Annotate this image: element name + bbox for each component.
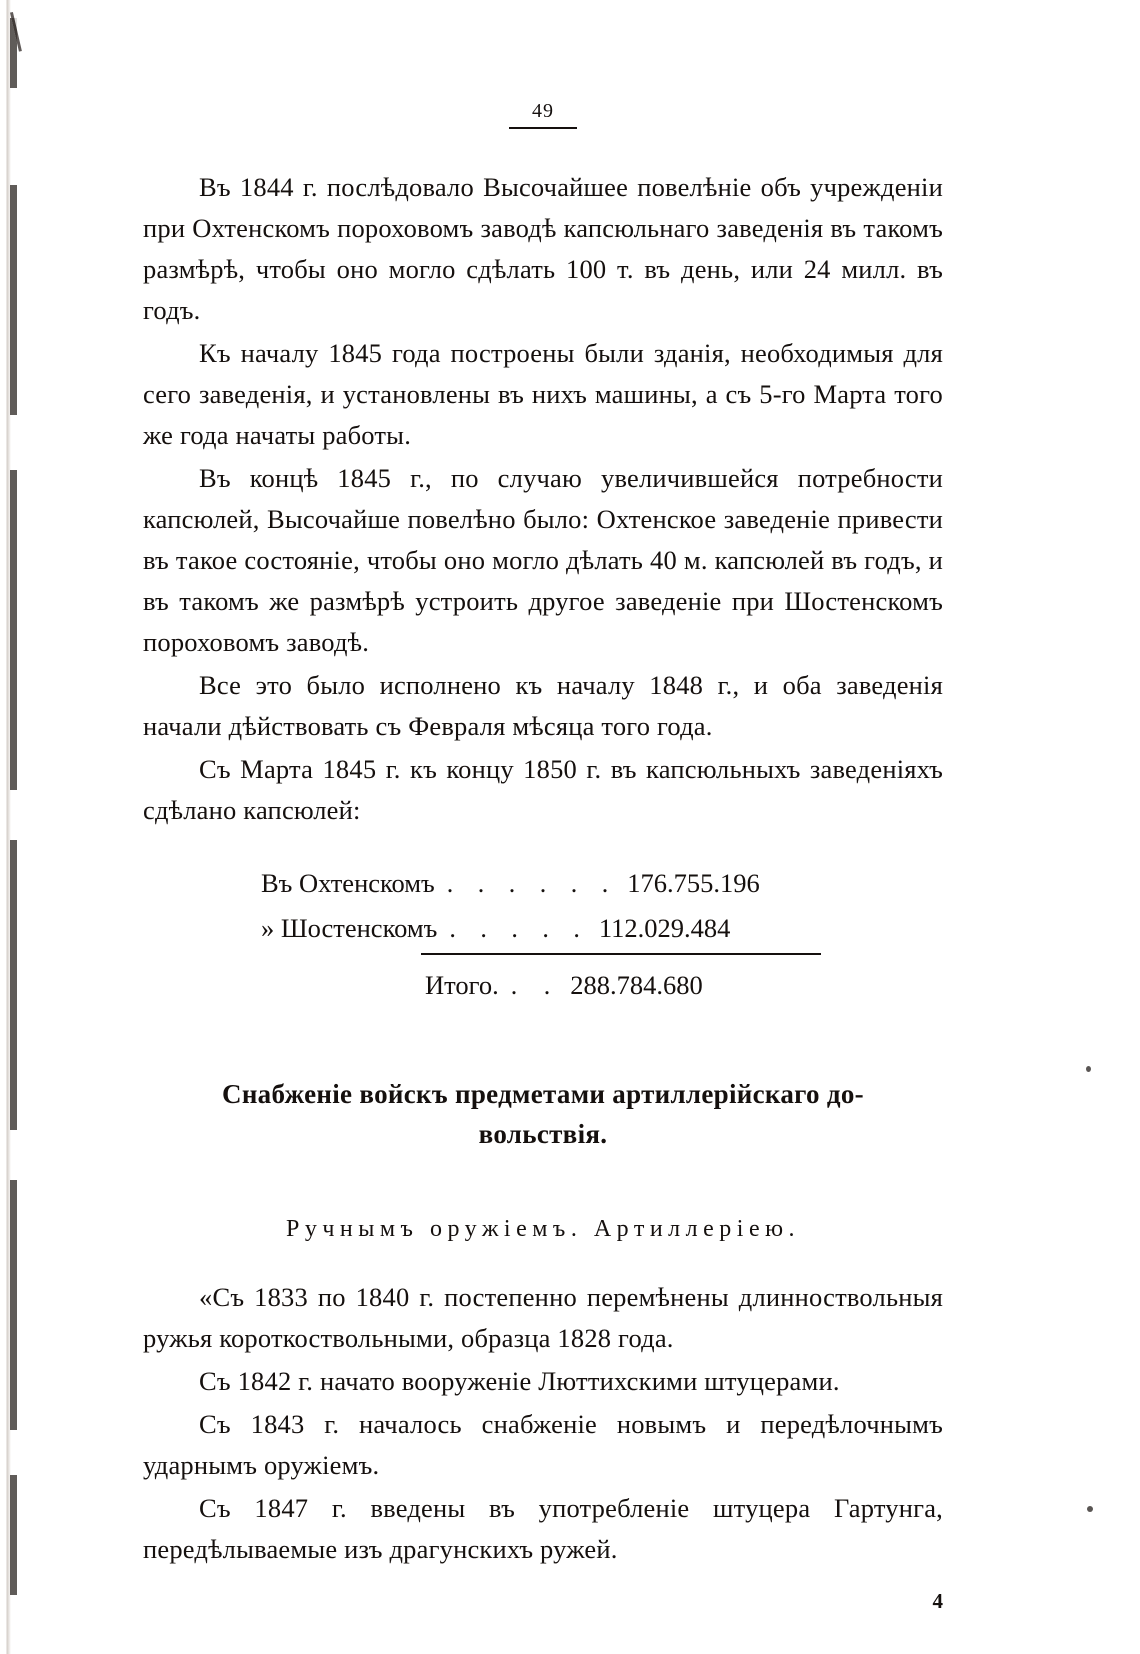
paragraph: Къ началу 1845 года построены были зданія, необходимыя для сего заведенія, и установлены въ нихъ машины, а съ 5-го Марта того же года начаты работы. bbox=[143, 338, 943, 450]
table-row bbox=[261, 861, 943, 906]
section-subheading: Ручнымъ оружіемъ. Артиллеріею. bbox=[285, 1216, 801, 1242]
table-total-row bbox=[261, 963, 943, 1008]
binding-mark bbox=[10, 185, 17, 415]
paragraph: Съ 1847 г. введены въ употребленіе штуцера Гартунга, передѣлываемые изъ драгунскихъ ружей. bbox=[143, 1493, 943, 1564]
section-heading-line-2: вольствія. bbox=[478, 1119, 608, 1149]
paragraph: «Съ 1833 по 1840 г. постепенно перемѣнены длинноствольныя ружья короткоствольными, образца 1828 года. bbox=[143, 1282, 943, 1353]
binding-mark bbox=[10, 1475, 17, 1595]
section-heading-line-1: Снабженіе войскъ предметами артиллерійскаго до- bbox=[222, 1079, 864, 1109]
page-corner-fold bbox=[10, 4, 55, 51]
paragraph: Съ Марта 1845 г. къ концу 1850 г. въ капсюльныхъ заведеніяхъ сдѣлано капсюлей: bbox=[143, 754, 943, 825]
page-content bbox=[143, 100, 943, 1613]
table-row bbox=[261, 906, 943, 951]
table-row-value: 176.755.196 bbox=[627, 868, 760, 898]
leader-dots: . . . . . bbox=[449, 914, 589, 943]
paragraph: Все это было исполнено къ началу 1848 г., и оба заведенія начали дѣйствовать съ Февраля мѣсяца того года. bbox=[143, 670, 943, 741]
scan-speck bbox=[1087, 1506, 1093, 1512]
binding-mark bbox=[10, 840, 17, 1130]
table-row-value: 112.029.484 bbox=[598, 913, 731, 943]
scan-speck bbox=[1086, 1066, 1091, 1072]
paragraph: Въ концѣ 1845 г., по случаю увеличившейся потребности капсюлей, Высочайше повелѣно было: Охтенское заведеніе привести въ такое состояніе, чтобы оно могло дѣлать 40 м. капсюлей въ годъ, и въ такомъ же размѣрѣ устроить другое заведеніе при Шостенскомъ пороховомъ заводѣ. bbox=[143, 463, 943, 657]
paragraph: Съ 1842 г. начато вооруженіе Люттихскими штуцерами. bbox=[199, 1366, 840, 1396]
total-value: 288.784.680 bbox=[570, 970, 703, 1000]
leader-dots: . . bbox=[510, 971, 561, 1000]
paragraph: Съ 1843 г. началось снабженіе новымъ и передѣлочнымъ ударнымъ оружіемъ. bbox=[143, 1409, 943, 1480]
signature-number: 4 bbox=[932, 1589, 943, 1613]
table-row-label: » Шостенскомъ bbox=[261, 913, 438, 943]
section-heading bbox=[143, 1074, 943, 1154]
section-body bbox=[143, 1277, 943, 1570]
page-number-header bbox=[143, 100, 943, 129]
figures-table bbox=[143, 861, 943, 1008]
binding-mark bbox=[10, 470, 17, 790]
table-row-label: Въ Охтенскомъ bbox=[261, 868, 435, 898]
table-divider bbox=[421, 953, 821, 955]
page-number: 49 bbox=[509, 100, 577, 129]
binding-mark bbox=[10, 1180, 17, 1430]
paragraph: Въ 1844 г. послѣдовало Высочайшее повелѣніе объ учрежденіи при Охтенскомъ пороховомъ заводѣ капсюльнаго заведенія въ такомъ размѣрѣ, чтобы оно могло сдѣлать 100 т. въ день, или 24 милл. въ годъ. bbox=[143, 172, 943, 325]
total-label: Итого. bbox=[425, 970, 499, 1000]
leader-dots: . . . . . . bbox=[446, 869, 618, 898]
